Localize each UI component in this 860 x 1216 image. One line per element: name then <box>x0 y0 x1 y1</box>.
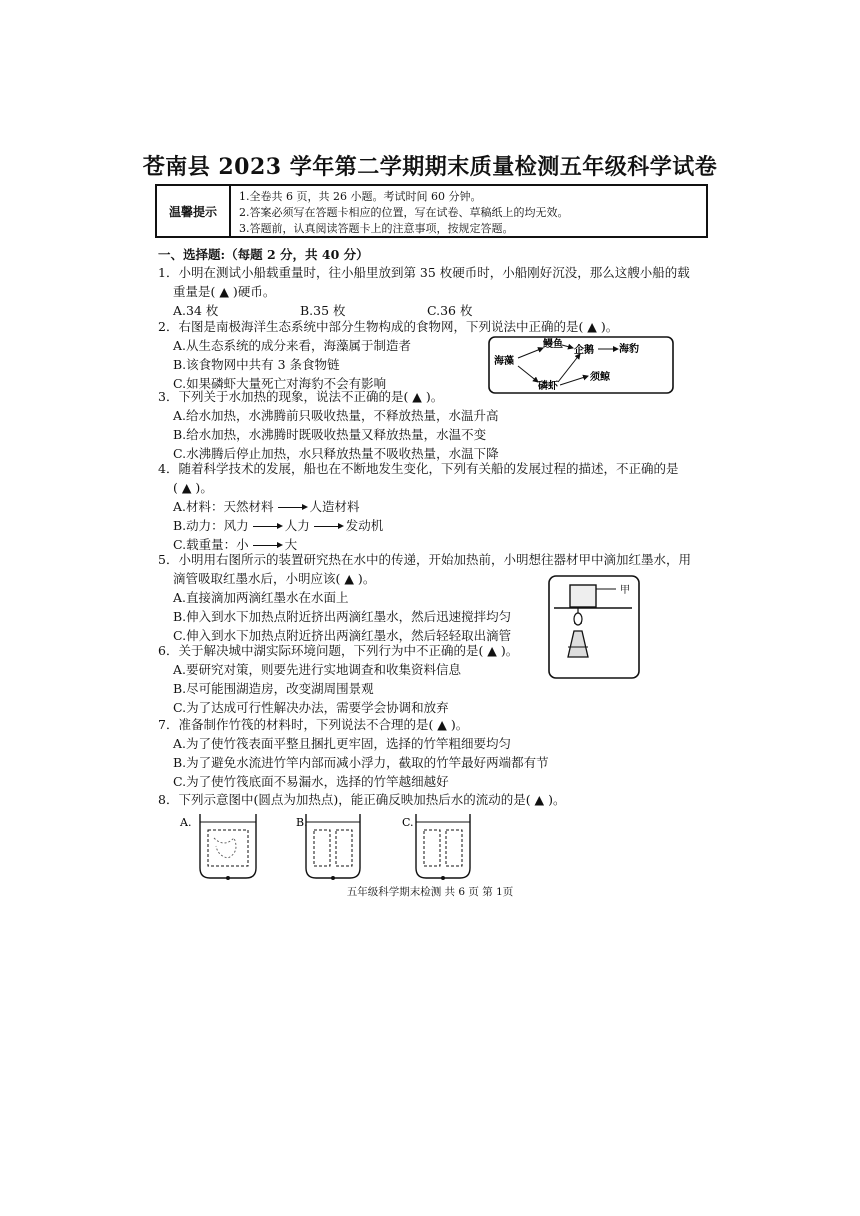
exam-title: 苍南县 2023 学年第二学期期末质量检测五年级科学试卷 <box>142 154 718 180</box>
arrow <box>562 345 573 348</box>
question-stem: 6．关于解决城中湖实际环境问题，下列行为中不正确的是( ▲ )。 <box>158 643 519 658</box>
tip-item: 1.全卷共 6 页，共 26 小题。考试时间 60 分钟。 <box>239 190 482 203</box>
flow-loop-c-right <box>446 830 462 866</box>
option-b: B.伸入到水下加热点附近挤出两滴红墨水，然后迅速搅拌均匀 <box>173 609 512 624</box>
question-stem-cont: 重量是( ▲ )硬币。 <box>173 284 276 299</box>
question-1 <box>158 263 690 320</box>
option-b: B.尽可能围湖造房，改变湖周围景观 <box>173 681 374 696</box>
question-7 <box>158 715 549 791</box>
option-c: C.36 枚 <box>427 303 473 318</box>
option-a: A.材料：天然材料 人造材料 <box>173 499 360 514</box>
heat-point-b <box>331 876 335 880</box>
question-stem: 1．小明在测试小船载重量时，往小船里放到第 35 枚硬币时，小船刚好沉没，那么这艘小船的载 <box>158 265 690 280</box>
question-stem-cont: 滴管吸取红墨水后，小明应该( ▲ )。 <box>173 571 376 586</box>
option-a: A.给水加热，水沸腾前只吸收热量，不释放热量，水温升高 <box>173 408 499 423</box>
heat-point-c <box>441 876 445 880</box>
node-whale: 须鲸 <box>590 372 610 383</box>
tip-item: 2.答案必须写在答题卡相应的位置，写在试卷、草稿纸上的均无效。 <box>239 206 569 219</box>
tips-box <box>155 184 708 238</box>
label-jia: 甲 <box>620 585 630 596</box>
node-penguin: 企鹅 <box>574 345 594 356</box>
node-seaweed: 海藻 <box>494 356 514 367</box>
option-c: C.水沸腾后停止加热，水只释放热量不吸收热量，水温下降 <box>173 446 499 461</box>
page-footer: 五年级科学期末检测 共 6 页 第 1页 <box>346 886 514 898</box>
flow-loop-a <box>208 830 248 866</box>
heat-point-a <box>226 876 230 880</box>
option-c: C.伸入到水下加热点附近挤出两滴红墨水，然后轻轻取出滴管 <box>173 628 512 643</box>
option-b: B.35 枚 <box>300 303 346 318</box>
option-a-label: A. <box>180 816 192 829</box>
question-stem: 2．右图是南极海洋生态系统中部分生物构成的食物网，下列说法中正确的是( ▲ )。 <box>158 319 619 334</box>
tips-label: 温馨提示 <box>157 186 231 236</box>
food-web-diagram <box>488 336 674 394</box>
option-b: B.该食物网中共有 3 条食物链 <box>173 357 340 372</box>
question-stem-cont: ( ▲ )。 <box>173 480 213 495</box>
flow-swirl-a <box>214 838 236 858</box>
arrow-icon <box>278 507 306 509</box>
question-stem: 4．随着科学技术的发展，船也在不断地发生变化，下列有关船的发展过程的描述，不正确的是 <box>158 461 679 476</box>
option-c: C.为了使竹筏底面不易漏水，选择的竹竿越细越好 <box>173 774 449 789</box>
flow-loop-b-left <box>314 830 330 866</box>
question-stem: 3．下列关于水加热的现象，说法不正确的是( ▲ )。 <box>158 389 444 404</box>
question-8 <box>158 790 566 809</box>
question-stem: 7．准备制作竹筏的材料时，下列说法不合理的是( ▲ )。 <box>158 717 469 732</box>
node-seal: 海豹 <box>619 344 639 355</box>
flow-loop-c-left <box>424 830 440 866</box>
question-stem: 8．下列示意图中(圆点为加热点)，能正确反映加热后水的流动的是( ▲ )。 <box>158 792 566 807</box>
option-c-label: C. <box>402 816 414 829</box>
option-c: C.为了达成可行性解决办法，需要学会协调和放弃 <box>173 700 449 715</box>
alcohol-lamp-icon <box>568 631 588 657</box>
arrow-icon <box>314 526 342 528</box>
flow-loop-b-right <box>336 830 352 866</box>
arrow <box>560 376 588 385</box>
question-4 <box>158 459 678 554</box>
arrow <box>518 348 543 358</box>
option-a: A.直接滴加两滴红墨水在水面上 <box>173 590 349 605</box>
option-b: B.为了避免水流进竹竿内部而减小浮力，截取的竹竿最好两端都有节 <box>173 755 549 770</box>
arrow-icon <box>253 526 281 528</box>
tips-list <box>231 186 706 236</box>
section-heading: 一、选择题:（每题 2 分，共 40 分） <box>158 247 369 262</box>
arrow <box>558 354 580 382</box>
option-a: A.从生态系统的成分来看，海藻属于制造者 <box>173 338 412 353</box>
option-a: A.为了使竹筏表面平整且捆扎更牢固，选择的竹竿粗细要均匀 <box>173 736 512 751</box>
option-b-label: B. <box>296 816 308 829</box>
node-krill: 磷虾 <box>538 381 558 392</box>
option-a: A.要研究对策，则要先进行实地调查和收集资料信息 <box>173 662 462 677</box>
tip-item: 3.答题前，认真阅读答题卡上的注意事项，按规定答题。 <box>239 222 514 235</box>
arrow-icon <box>253 545 281 547</box>
option-b: B.给水加热，水沸腾时既吸收热量又释放热量，水温不变 <box>173 427 487 442</box>
heating-apparatus-diagram <box>548 575 640 679</box>
question-stem: 5．小明用右图所示的装置研究热在水中的传递，开始加热前，小明想往器材甲中滴加红墨水，用 <box>158 552 691 567</box>
flame-icon <box>574 613 582 625</box>
option-a: A.34 枚 <box>173 303 219 318</box>
water-flow-diagrams <box>178 812 478 882</box>
question-3 <box>158 387 499 463</box>
arrow <box>518 366 538 382</box>
option-b: B.动力：风力 人力 发动机 <box>173 518 384 533</box>
option-c: C.载重量：小 大 <box>173 537 298 552</box>
question-6 <box>158 641 518 717</box>
node-eel: 鳗鱼 <box>543 339 563 350</box>
option-c: C.如果磷虾大量死亡对海豹不会有影响 <box>173 376 387 391</box>
beaker-icon <box>570 585 596 607</box>
